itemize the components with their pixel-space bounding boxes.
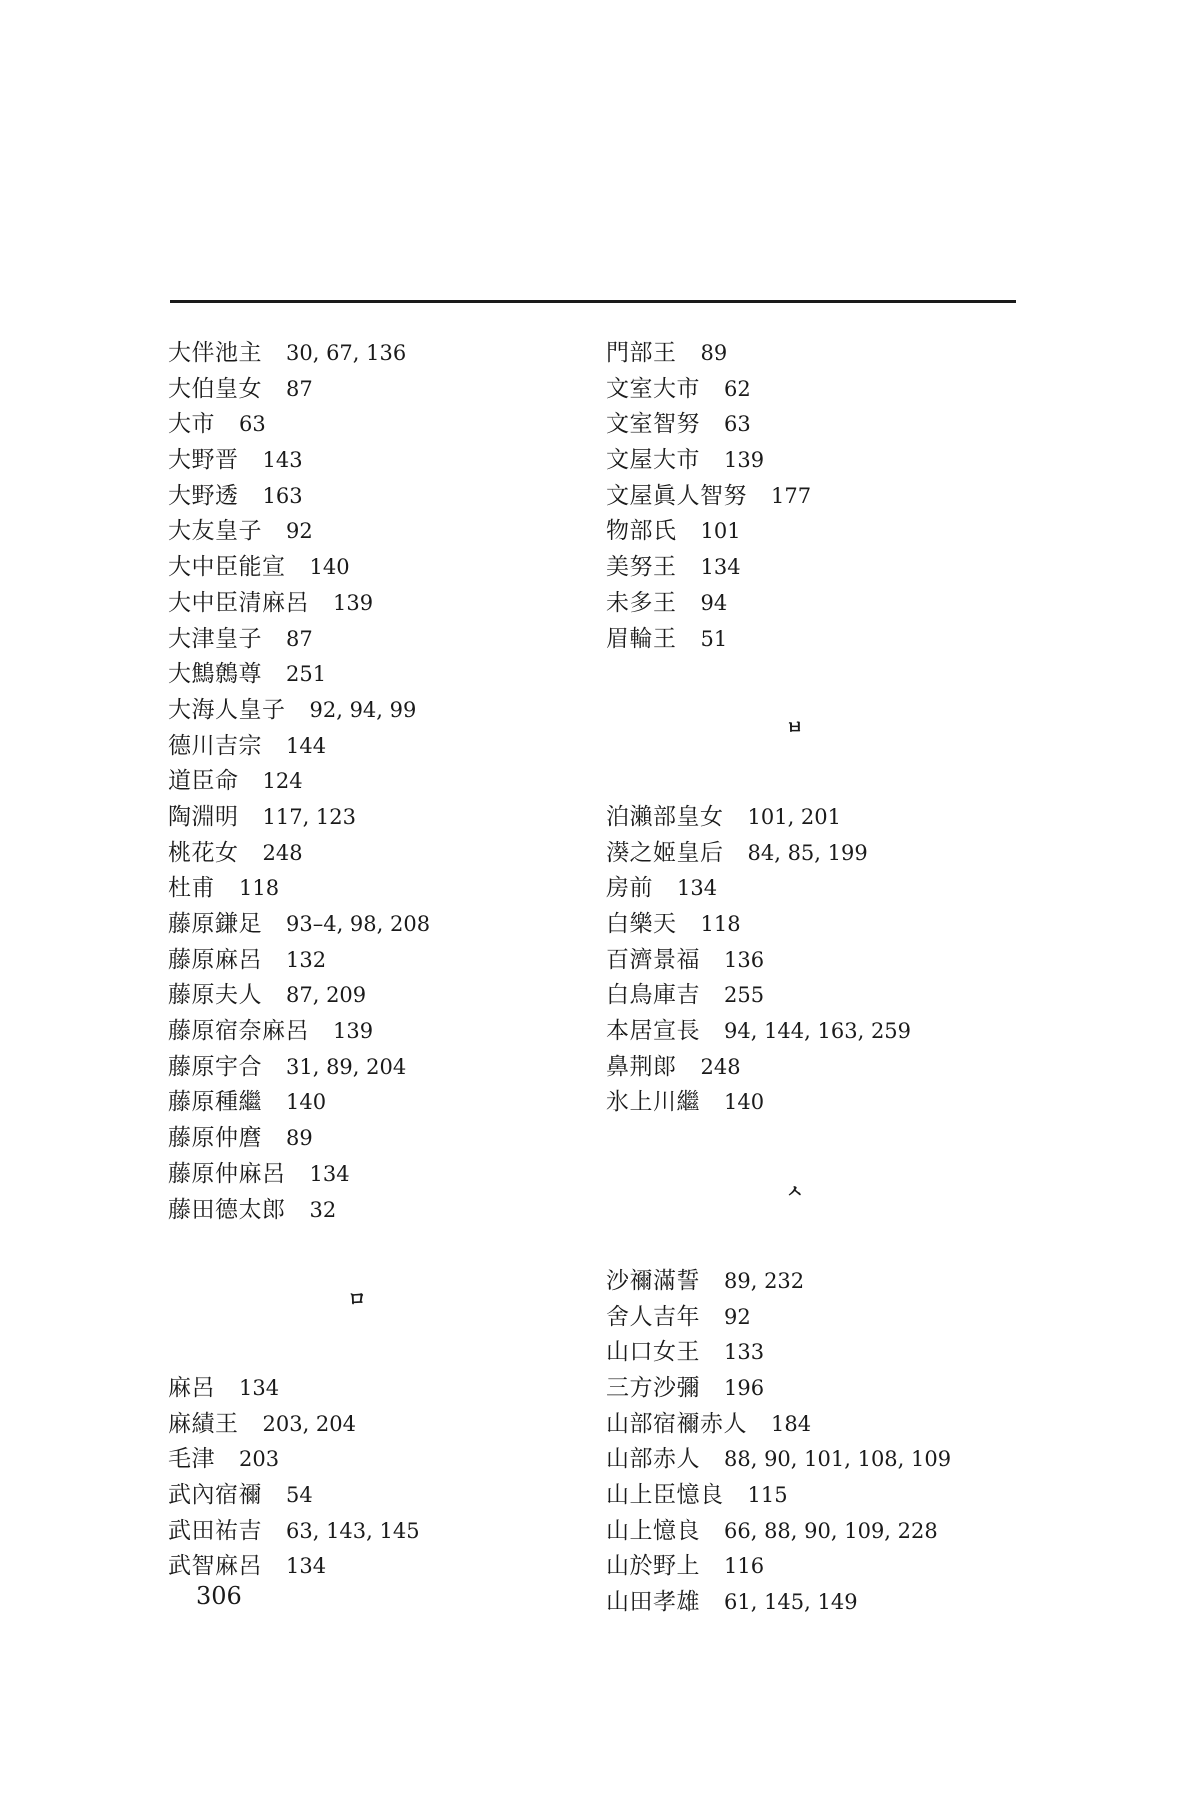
entry-pages: 134: [286, 1554, 327, 1579]
entry-name: 文屋眞人智努: [606, 482, 747, 509]
entry-pages: 63, 143, 145: [286, 1518, 420, 1543]
entry-pages: 196: [724, 1375, 765, 1400]
entry-name: 未多王: [606, 589, 677, 616]
index-entry: [606, 1050, 1026, 1086]
index-entry: [606, 372, 1026, 408]
index-entry: [168, 336, 588, 372]
entry-pages: 248: [700, 1054, 741, 1079]
entry-name: 藤原麻呂: [168, 946, 262, 973]
entry-pages: 30, 67, 136: [286, 341, 407, 365]
index-entry: [168, 871, 588, 907]
entry-name: 毛津: [168, 1446, 215, 1473]
entry-name: 物部氏: [606, 518, 677, 545]
entry-name: 武田祐吉: [168, 1517, 262, 1544]
entry-name: 藤田德太郎: [168, 1196, 286, 1223]
index-entry: [606, 978, 1026, 1014]
index-column-right: [606, 336, 1026, 1621]
entry-pages: 66, 88, 90, 109, 228: [724, 1518, 938, 1543]
index-entry: [168, 1371, 588, 1407]
index-entry: [168, 693, 588, 729]
entry-pages: 92: [286, 519, 313, 544]
entry-pages: 94: [700, 590, 728, 615]
entry-name: 藤原鎌足: [168, 911, 262, 937]
entry-name: 門部王: [606, 340, 677, 366]
spacer: [606, 764, 1026, 800]
entry-name: 桃花女: [168, 839, 239, 866]
index-entry: [168, 622, 588, 658]
entry-pages: 92: [724, 1304, 751, 1329]
index-entry: [606, 622, 1026, 658]
entry-name: 舍人吉年: [606, 1303, 700, 1330]
spacer: [606, 1121, 1026, 1157]
index-entry: [168, 1442, 588, 1478]
entry-pages: 136: [724, 947, 765, 972]
index-entry: [168, 907, 588, 943]
entry-name: 文室智努: [606, 411, 700, 438]
entry-name: 大海人皇子: [168, 696, 286, 723]
entry-pages: 134: [239, 1375, 280, 1400]
entry-name: 大市: [168, 411, 215, 438]
entry-pages: 117, 123: [262, 804, 357, 829]
entry-name: 山於野上: [606, 1553, 700, 1580]
entry-pages: 144: [286, 733, 327, 758]
entry-pages: 163: [262, 483, 303, 508]
entry-pages: 101: [700, 519, 741, 544]
entry-name: 藤原宿奈麻呂: [168, 1018, 309, 1045]
entry-pages: 118: [239, 876, 280, 901]
entry-name: 大伯皇女: [168, 375, 262, 402]
entry-pages: 93–4, 98, 208: [286, 912, 431, 936]
entry-name: 藤原種繼: [168, 1089, 262, 1116]
index-entry: [168, 1121, 588, 1157]
entry-pages: 248: [262, 840, 303, 865]
entry-name: 大中臣能宣: [168, 554, 286, 581]
entry-pages: 87: [286, 376, 313, 401]
index-entry: [606, 1371, 1026, 1407]
entry-pages: 84, 85, 199: [747, 840, 868, 865]
index-entry: [606, 514, 1026, 550]
entry-name: 武內宿禰: [168, 1482, 262, 1509]
entry-pages: 94, 144, 163, 259: [724, 1019, 912, 1044]
entry-name: 大中臣清麻呂: [168, 589, 309, 616]
entry-pages: 203, 204: [262, 1411, 357, 1436]
entry-name: 大友皇子: [168, 518, 262, 545]
spacer: [168, 1228, 588, 1264]
entry-name: 白鳥庫吉: [606, 982, 700, 1009]
entry-name: 道臣命: [168, 768, 239, 795]
entry-name: 山部赤人: [606, 1446, 700, 1473]
index-entry: [168, 1085, 588, 1121]
index-entry: [168, 1514, 588, 1550]
index-column-left: [168, 336, 588, 1585]
entry-pages: 89, 232: [724, 1268, 805, 1293]
entry-name: 陶淵明: [168, 803, 239, 830]
entry-pages: 115: [747, 1483, 788, 1508]
entry-name: 山口女王: [606, 1339, 700, 1366]
entry-pages: 184: [771, 1411, 812, 1436]
entry-pages: 63: [724, 412, 751, 437]
section-heading: ロ: [348, 1288, 366, 1310]
index-entry: [606, 443, 1026, 479]
index-entry: [168, 1014, 588, 1050]
entry-pages: 32: [309, 1197, 337, 1222]
index-entry: [168, 407, 588, 443]
entry-name: 𣿮之姬皇后: [606, 839, 724, 866]
entry-pages: 143: [262, 448, 303, 473]
entry-pages: 134: [677, 876, 718, 901]
index-entry: [606, 836, 1026, 872]
index-entry: [168, 1193, 588, 1229]
section-heading: ㅂ: [786, 717, 804, 739]
entry-name: 百濟景福: [606, 946, 700, 973]
index-entry: [168, 550, 588, 586]
entry-name: 武智麻呂: [168, 1553, 262, 1580]
index-entry: [168, 1478, 588, 1514]
index-entry: [606, 1264, 1026, 1300]
index-entry: [168, 586, 588, 622]
spacer: [606, 1228, 1026, 1264]
spacer: [606, 657, 1026, 693]
entry-pages: 87: [286, 626, 313, 651]
index-entry: [606, 871, 1026, 907]
index-entry: [606, 907, 1026, 943]
index-entry: [606, 336, 1026, 372]
entry-pages: 124: [262, 769, 303, 794]
index-entry: [606, 1478, 1026, 1514]
entry-pages: 140: [309, 555, 350, 580]
index-entry: [168, 836, 588, 872]
entry-pages: 203: [239, 1447, 280, 1472]
index-entry: [606, 550, 1026, 586]
entry-pages: 139: [333, 590, 374, 615]
index-entry: [168, 1157, 588, 1193]
index-entry: [606, 800, 1026, 836]
entry-name: 山田孝雄: [606, 1589, 700, 1616]
index-entry: [168, 1050, 588, 1086]
index-entry: [168, 657, 588, 693]
entry-name: 山上臣憶良: [606, 1482, 724, 1509]
index-entry: [606, 1407, 1026, 1443]
index-entry: [168, 943, 588, 979]
index-entry: [606, 1014, 1026, 1050]
entry-pages: 118: [700, 912, 741, 937]
entry-pages: 134: [700, 555, 741, 580]
entry-pages: 101, 201: [747, 804, 842, 829]
entry-pages: 89: [700, 341, 728, 365]
index-entry: [168, 729, 588, 765]
entry-pages: 92, 94, 99: [309, 697, 417, 722]
entry-name: 氷上川繼: [606, 1089, 700, 1116]
entry-name: 白樂天: [606, 911, 677, 938]
entry-name: 大鷦鷯尊: [168, 661, 262, 688]
entry-pages: 31, 89, 204: [286, 1054, 407, 1079]
index-entry: [606, 586, 1026, 622]
index-entry: [168, 764, 588, 800]
entry-name: 大野透: [168, 482, 239, 509]
entry-name: 眉輪王: [606, 625, 677, 652]
entry-pages: 87, 209: [286, 983, 367, 1008]
entry-name: 文室大市: [606, 375, 700, 402]
index-entry: [606, 1585, 1026, 1621]
entry-name: 大伴池主: [168, 340, 262, 366]
entry-pages: 177: [771, 483, 812, 508]
index-entry: [168, 1407, 588, 1443]
section-heading: ㅅ: [786, 1181, 804, 1203]
entry-name: 美努王: [606, 554, 677, 581]
entry-name: 麻呂: [168, 1374, 215, 1401]
entry-name: 麻績王: [168, 1410, 239, 1437]
entry-name: 山部宿禰赤人: [606, 1410, 747, 1437]
entry-pages: 132: [286, 947, 327, 972]
index-entry: [606, 1335, 1026, 1371]
entry-pages: 62: [724, 376, 751, 401]
index-entry: [606, 1549, 1026, 1585]
entry-pages: 54: [286, 1483, 313, 1508]
entry-name: 大津皇子: [168, 625, 262, 652]
entry-name: 房前: [606, 875, 653, 902]
entry-pages: 89: [286, 1126, 313, 1151]
entry-name: 三方沙彌: [606, 1374, 700, 1401]
index-entry: [606, 1300, 1026, 1336]
entry-pages: 133: [724, 1340, 765, 1365]
entry-name: 本居宣長: [606, 1018, 700, 1045]
index-entry: [168, 1549, 588, 1585]
entry-name: 藤原夫人: [168, 982, 262, 1009]
index-entry: [606, 1085, 1026, 1121]
index-entry: [606, 479, 1026, 515]
index-entry: [168, 978, 588, 1014]
index-entry: [606, 407, 1026, 443]
entry-pages: 139: [724, 448, 765, 473]
index-entry: [606, 1442, 1026, 1478]
entry-name: 藤原仲麻呂: [168, 1160, 286, 1187]
entry-name: 藤原宇合: [168, 1053, 262, 1080]
entry-name: 德川吉宗: [168, 732, 262, 759]
entry-pages: 140: [286, 1090, 327, 1115]
entry-pages: 88, 90, 101, 108, 109: [724, 1447, 952, 1472]
index-entry: [606, 943, 1026, 979]
index-entry: [606, 1514, 1026, 1550]
entry-name: 杜甫: [168, 875, 215, 902]
entry-pages: 134: [309, 1161, 350, 1186]
index-entry: [168, 800, 588, 836]
entry-pages: 255: [724, 983, 765, 1008]
entry-name: 山上憶良: [606, 1517, 700, 1544]
entry-name: 文屋大市: [606, 447, 700, 474]
index-entry: [168, 372, 588, 408]
index-entry: [168, 479, 588, 515]
entry-pages: 116: [724, 1554, 765, 1579]
entry-pages: 51: [700, 626, 728, 651]
entry-name: 大野晋: [168, 447, 239, 474]
entry-name: 沙禰滿誓: [606, 1267, 700, 1294]
entry-pages: 61, 145, 149: [724, 1590, 858, 1615]
entry-pages: 63: [239, 412, 266, 437]
entry-name: 藤原仲麿: [168, 1125, 262, 1152]
entry-pages: 140: [724, 1090, 765, 1115]
entry-pages: 251: [286, 662, 327, 687]
spacer: [168, 1335, 588, 1371]
entry-name: 泊瀨部皇女: [606, 803, 724, 830]
header-rule: [170, 300, 1016, 303]
entry-name: 鼻荆郞: [606, 1053, 677, 1080]
page-number: 306: [196, 1582, 242, 1610]
entry-pages: 139: [333, 1019, 374, 1044]
index-entry: [168, 443, 588, 479]
index-entry: [168, 514, 588, 550]
